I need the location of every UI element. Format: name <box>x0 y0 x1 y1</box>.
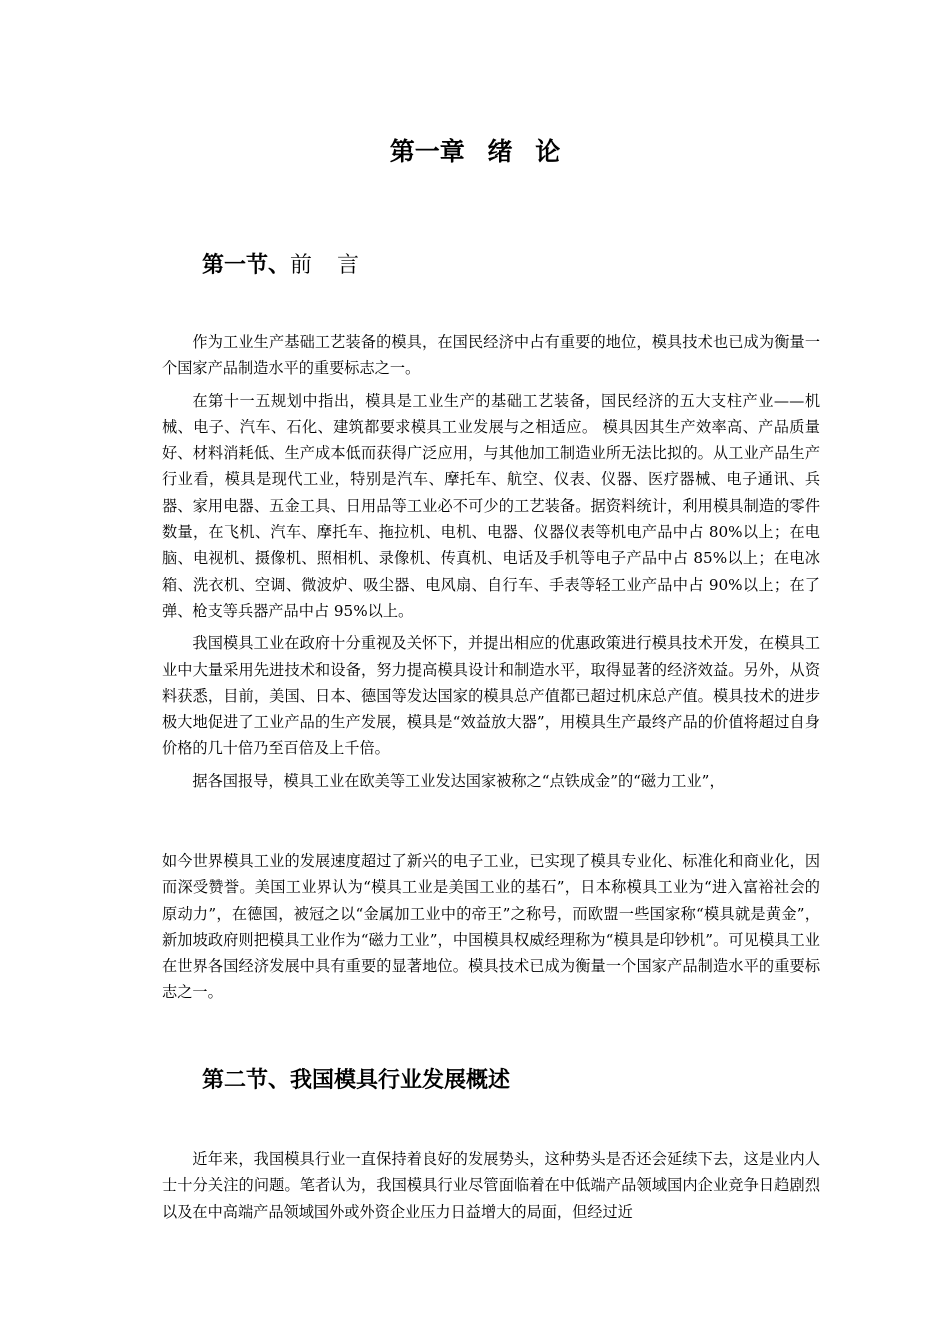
chapter-title: 第一章 绪 论 <box>389 137 561 166</box>
section-1-title-number: 第一节、 <box>202 253 291 278</box>
section-1-title-text: 前 言 <box>290 253 360 278</box>
section-1-continuation <box>162 848 820 1006</box>
paragraph: 近年来，我国模具行业一直保持着良好的发展势头，这种势头是否还会延续下去，这是业内人士十分关注的问题。笔者认为，我国模具行业尽管面临着在中低端产品领域国内企业竞争日趋剧烈以及在中高端产品领域国外或外资企业压力日益增大的局面，但经过近 <box>162 1150 820 1221</box>
section-1-title <box>202 251 359 281</box>
paragraph: 在第十一五规划中指出，模具是工业生产的基础工艺装备，国民经济的五大支柱产业——机械、电子、汽车、石化、建筑都要求模具工业发展与之相适应。 模具因其生产效率高、产品质量好、材料消耗低、生产成本低而获得广泛应用，与其他加工制造业所无法比拟的。从工业产品生产行业看，模具是现代工业，特别是汽车、摩托车、航空、仪表、仪器、医疗器械、电子通讯、兵器、家用电器、五金工具、日用品等工业必不可少的工艺装备。据资料统计，利用模具制造的零件数量，在飞机、汽车、摩托车、拖拉机、电机、电器、仪器仪表等机电产品中占 80%以上；在电脑、电视机、摄像机、照相机、录像机、传真机、电话及手机等电子产品中占 85%以上；在电冰箱、洗衣机、空调、微波炉、吸尘器、电风扇、自行车、手表等轻工业产品中占 90%以上；在了弹、枪支等兵器产品中占 95%以上。 <box>162 391 820 620</box>
section-2-body <box>162 1146 820 1225</box>
paragraph: 如今世界模具工业的发展速度超过了新兴的电子工业，已实现了模具专业化、标准化和商业化，因而深受赞誉。美国工业界认为“模具工业是美国工业的基石”，日本称模具工业为“进入富裕社会的原动力”，在德国，被冠之以“金属加工业中的帝王”之称号，而欧盟一些国家称“模具就是黄金”，新加坡政府则把模具工业作为“磁力工业”，中国模具权威经理称为“模具是印钞机”。可见模具工业在世界各国经济发展中具有重要的显著地位。模具技术已成为衡量一个国家产品制造水平的重要标志之一。 <box>162 852 820 1002</box>
section-1-body <box>162 329 820 794</box>
paragraph: 我国模具工业在政府十分重视及关怀下，并提出相应的优惠政策进行模具技术开发，在模具工业中大量采用先进技术和设备，努力提高模具设计和制造水平，取得显著的经济效益。另外，从资料获悉，目前，美国、日本、德国等发达国家的模具总产值都已超过机床总产值。模具技术的进步极大地促进了工业产品的生产发展，模具是“效益放大器”，用模具生产最终产品的价值将超过自身价格的几十倍乃至百倍及上千倍。 <box>162 634 820 758</box>
paragraph: 据各国报导，模具工业在欧美等工业发达国家被称之“点铁成金”的“磁力工业”， <box>192 771 725 790</box>
section-2-title: 第二节、我国模具行业发展概述 <box>202 1068 511 1093</box>
paragraph: 作为工业生产基础工艺装备的模具，在国民经济中占有重要的地位，模具技术也已成为衡量一个国家产品制造水平的重要标志之一。 <box>162 333 820 378</box>
